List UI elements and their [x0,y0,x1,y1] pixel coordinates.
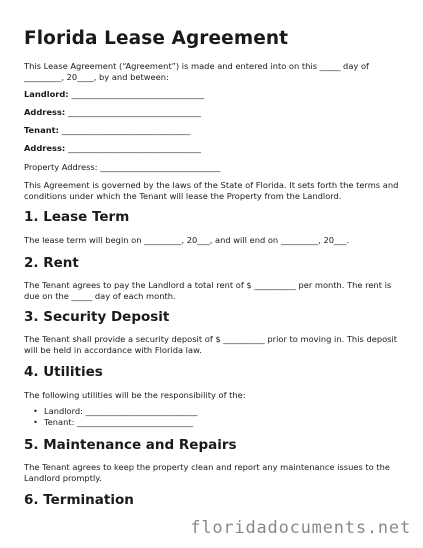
document-title: Florida Lease Agreement [24,28,289,49]
bullet-icon: • [33,406,38,416]
governing-law-text: This Agreement is governed by the laws of the State of Florida. It sets forth the terms and conditions under which the Tenant will lease the Property from the Landlord. [24,180,399,201]
rent-body: The Tenant agrees to pay the Landlord a total rent of $ __________ per month. The rent is due on the _____ day of each month. [24,280,392,301]
utilities-list [24,406,198,428]
termination-heading: 6. Termination [24,492,134,508]
lease-term-heading: 1. Lease Term [24,209,130,225]
landlord-address-label: Address: [24,107,66,117]
landlord-label: Landlord: [24,89,69,99]
security-deposit-body: The Tenant shall provide a security deposit of $ __________ prior to moving in. This deposit will be held in accordance with Florida law. [24,334,398,355]
bullet-icon: • [33,417,38,427]
tenant-blank: _______________________________ [61,125,191,135]
list-item [24,406,198,417]
list-item [24,417,198,428]
utilities-body: The following utilities will be the responsibility of the: [24,390,246,400]
maintenance-heading: 5. Maintenance and Repairs [24,437,237,453]
landlord-address-blank: ________________________________ [68,107,201,117]
rent-heading: 2. Rent [24,255,79,271]
property-address-line: Property Address: _____________________________ [24,162,221,172]
security-deposit-heading: 3. Security Deposit [24,309,170,325]
tenant-address-field [24,143,404,154]
site-watermark: floridadocuments.net [190,518,411,538]
landlord-address-field [24,107,404,118]
utilities-heading: 4. Utilities [24,364,103,380]
landlord-blank: ________________________________ [71,89,205,99]
intro-line-1: This Lease Agreement (“Agreement”) is made and entered into on this _____ day of [24,61,369,71]
tenant-address-blank: ________________________________ [68,143,201,153]
tenant-label: Tenant: [24,125,59,135]
intro-line-2: _________, 20____, by and between: [24,72,169,82]
landlord-field [24,89,404,100]
utilities-landlord-item: Landlord: ___________________________ [44,406,198,416]
tenant-address-label: Address: [24,143,66,153]
utilities-tenant-item: Tenant: ____________________________ [44,417,194,427]
lease-term-body: The lease term will begin on _________, 20___, and will end on _________, 20___. [24,235,350,245]
maintenance-body: The Tenant agrees to keep the property clean and report any maintenance issues to the Landlord promptly. [24,462,390,483]
tenant-field [24,125,404,136]
